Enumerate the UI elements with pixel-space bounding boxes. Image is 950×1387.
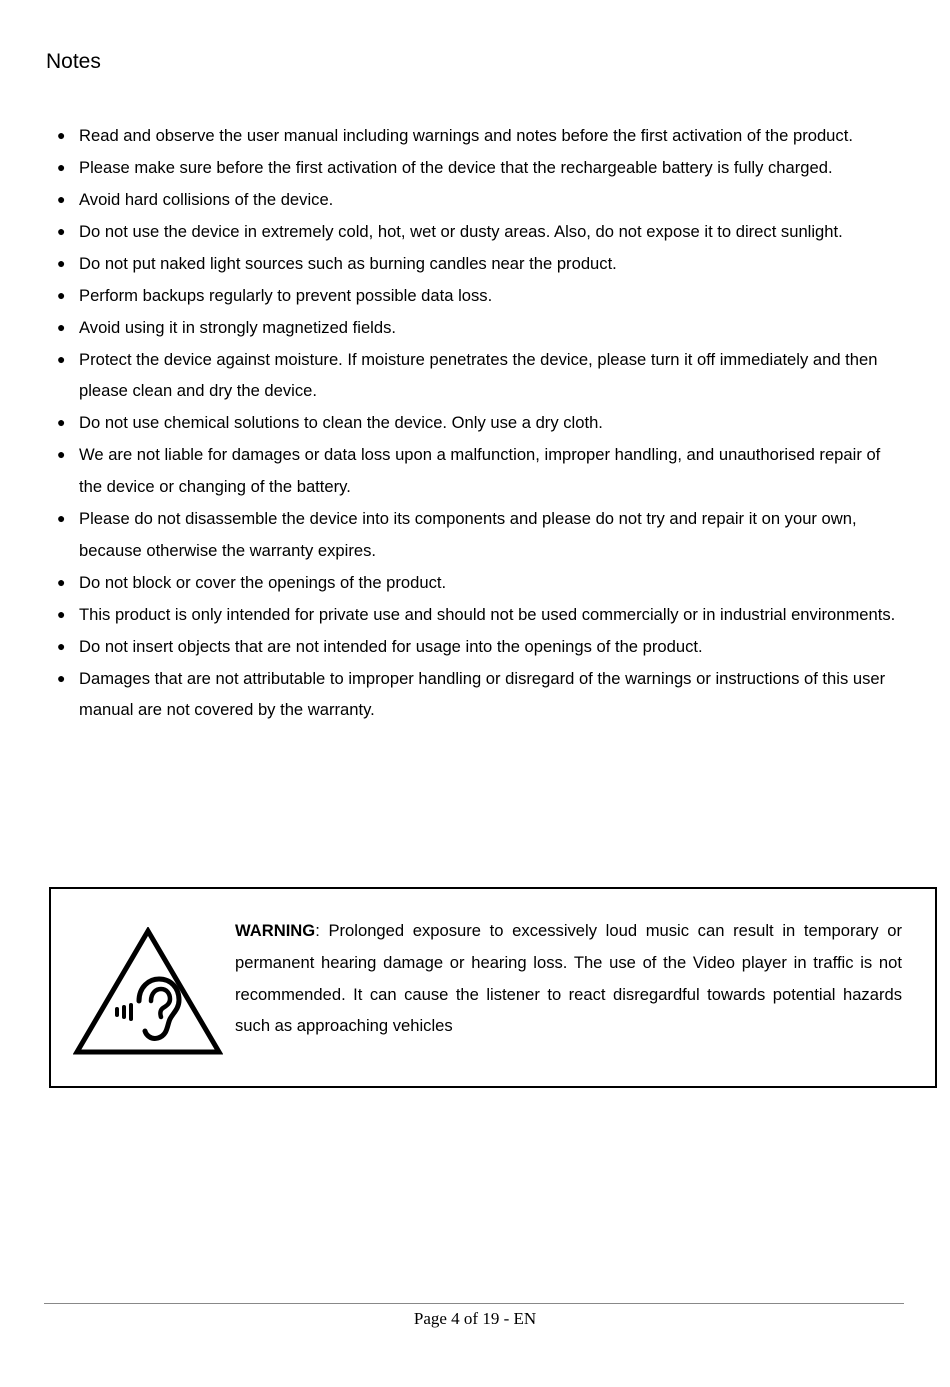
list-item [0,216,950,248]
note-text: Protect the device against moisture. If moisture penetrates the device, please turn it off immediately and then please clean and dry the device. [79,349,878,401]
note-text: Do not put naked light sources such as burning candles near the product. [79,253,617,273]
note-text: Do not block or cover the openings of the product. [79,572,447,592]
note-text: Do not insert objects that are not intended for usage into the openings of the product. [79,636,703,656]
bullet-icon: ● [57,637,66,654]
list-item [0,152,950,184]
note-text: This product is only intended for private use and should not be used commercially or in industrial environments. [79,604,896,624]
warning-text [235,915,902,1042]
list-item [0,184,950,216]
note-text: Read and observe the user manual including warnings and notes before the first activation of the product. [79,126,853,145]
page-footer: Page 4 of 19 - EN [413,1309,537,1328]
bullet-icon: ● [57,605,66,622]
bullet-icon: ● [57,254,66,271]
note-text: Perform backups regularly to prevent possible data loss. [79,285,493,305]
list-item [0,312,950,344]
warning-label: WARNING [235,921,316,940]
bullet-icon: ● [57,286,66,303]
list-item [0,567,950,599]
list-item [0,599,950,631]
note-text: Avoid using it in strongly magnetized fields. [79,317,396,337]
list-item [0,663,950,726]
bullet-icon: ● [57,510,66,527]
bullet-icon: ● [57,573,66,590]
note-text: Please do not disassemble the device into its components and please do not try and repair it on your own, because otherwise the warranty expires. [79,509,857,560]
note-text: Avoid hard collisions of the device. [79,189,334,209]
list-item [0,407,950,439]
list-item [0,439,950,502]
bullet-icon: ● [57,446,66,463]
bullet-icon: ● [57,350,66,367]
note-text: Do not use the device in extremely cold, hot, wet or dusty areas. Also, do not expose it to direct sunlight. [79,221,843,241]
list-item [0,120,950,152]
list-item [0,631,950,663]
note-text: Do not use chemical solutions to clean the device. Only use a dry cloth. [79,413,603,433]
warning-body: : Prolonged exposure to excessively loud music can result in temporary or permanent hearing damage or hearing loss. The use of the Video player in traffic is not recommended. It can cause the listener to react disregardful towards potential hazards such as approaching vehicles [235,921,902,1036]
hearing-warning-icon [73,927,223,1057]
bullet-icon: ● [57,414,66,431]
bullet-icon: ● [57,127,66,143]
bullet-icon: ● [57,222,66,239]
footer-divider [44,1303,904,1304]
note-text: Damages that are not attributable to improper handling or disregard of the warnings or instructions of this user manual are not covered by the warranty. [79,668,886,720]
bullet-icon: ● [57,190,66,207]
bullet-icon: ● [57,318,66,335]
note-text: We are not liable for damages or data loss upon a malfunction, improper handling, and unauthorised repair of the device or changing of the battery. [79,445,881,497]
bullet-icon: ● [57,669,66,686]
list-item [0,280,950,312]
list-item [0,503,950,566]
list-item [0,344,950,407]
page-title: Notes [46,50,101,73]
warning-box [49,887,937,1088]
note-text: Please make sure before the first activation of the device that the rechargeable battery is fully charged. [79,157,833,177]
notes-list [0,120,950,726]
bullet-icon: ● [57,158,66,175]
list-item [0,248,950,280]
